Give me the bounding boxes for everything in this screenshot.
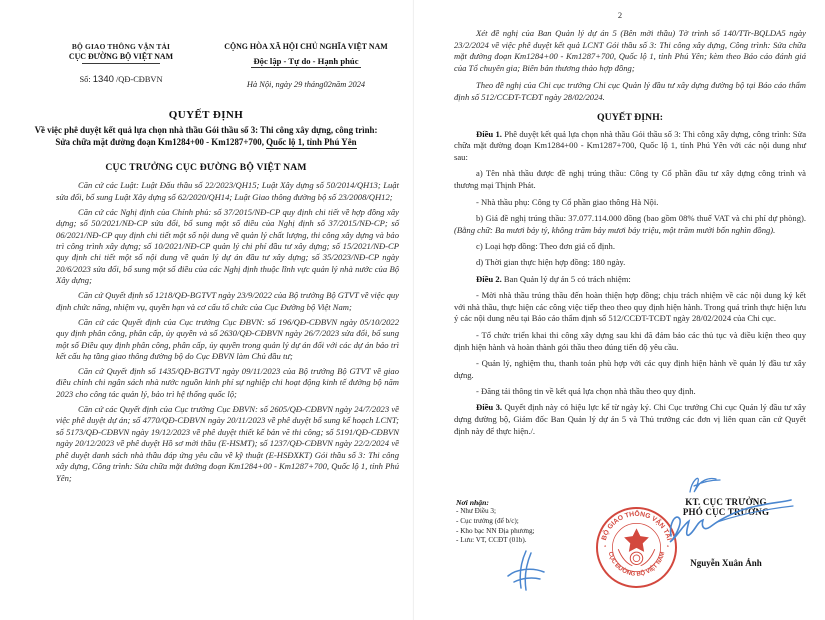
- seal-left-star: [604, 545, 606, 547]
- article-1-item-b-words: (Bằng chữ: Ba mươi bảy tỷ, không trăm bảy mươi bảy triệu, một trăm mười bốn nghìn đồng).: [454, 224, 776, 235]
- org-underline: [82, 63, 160, 64]
- article-2-item: - Quản lý, nghiệm thu, thanh toán phù hợp với các quy định hiện hành về quản lý đầu tư xây dựng.: [454, 357, 806, 380]
- page2-body: [454, 28, 806, 438]
- recital-paragraph: Căn cứ các Quyết định của Cục trưởng Cục ĐBVN: số 196/QĐ-CĐBVN ngày 05/10/2022 quy định phân công, phân cấp, ủy quyền và số 2630/QĐ-CĐBVN ngày 26/7/2023 sửa đổi, bổ sung một số Điều quy định phân công, phân cấp, ủy quyền trong quản lý dự án đối với các dự án bảo trì kết cấu hạ tầng giao thông đường bộ do Cục ĐBVN làm Chủ đầu tư;: [56, 316, 399, 362]
- issuing-org-block: [32, 42, 210, 89]
- article-1: [454, 129, 806, 269]
- handwritten-initials: [500, 546, 548, 596]
- article-3-body: Quyết định này có hiệu lực kể từ ngày ký. Chi Cục trưởng Chi cục Quản lý đầu tư xây dựng đường bộ, Giám đốc Ban Quản lý dự án 5 và Thủ trưởng các đơn vị liên quan căn cứ Quyết định này để thực hiện./.: [454, 402, 807, 436]
- recipient-item: - Như Điều 3;: [456, 507, 497, 515]
- article-2-item: - Đăng tải thông tin về kết quả lựa chọn nhà thầu theo quy định.: [476, 385, 696, 396]
- article-1-item-b: [454, 213, 806, 237]
- article-3: [454, 402, 806, 437]
- org-name: CỤC ĐƯỜNG BỘ VIỆT NAM: [68, 52, 174, 61]
- handwritten-signature: [657, 496, 797, 550]
- national-motto: Độc lập - Tự do - Hạnh phúc: [253, 56, 359, 66]
- recipient-item: - Kho bạc NN Địa phương;: [456, 526, 535, 535]
- decision-heading: QUYẾT ĐỊNH:: [597, 111, 663, 123]
- article-1-lead: Điều 1.: [476, 128, 502, 139]
- doc-no-value: 1340: [92, 74, 114, 85]
- document-title-underlined-tail: Quốc lộ 1, tỉnh Phú Yên: [266, 136, 357, 147]
- article-1-body: Phê duyệt kết quả lựa chọn nhà thầu Gói thầu số 3: Thi công xây dựng, công trình: Sửa chữa mặt đường đoạn Km1284+00 - Km1287+700, Quốc lộ 1, tỉnh Phú Yên với các nội dung như sau:: [454, 128, 807, 163]
- handwritten-flourish: [682, 470, 724, 498]
- national-motto-block: [210, 42, 402, 89]
- recital-paragraph: Căn cứ các Quyết định của Cục trưởng Cục ĐBVN: số 2605/QĐ-CĐBVN ngày 24/7/2023 về việc phê duyệt dự án; số 4770/QĐ-CĐBVN ngày 20/11/2023 về phê duyệt bổ sung kế hoạch LCNT; số 5173/QĐ-CĐBVN ngày 19/12/2023 về phê duyệt thiết kế bản vẽ thi công; số 5191/QĐ-CĐBVN ngày 20/12/2023 về phê duyệt Hồ sơ mời thầu (E-HSMT); số 1237/QĐ-CĐBVN ngày 22/2/2024 về phê duyệt danh sách nhà thầu đáp ứng yêu cầu về kỹ thuật (E-HSĐXKT) Gói thầu số 3: Thi công xây dựng, Công trình: Sửa chữa mặt đường đoạn Km1284+00 - Km1287+700, Quốc lộ 1, tỉnh Phú Yên;: [56, 403, 399, 483]
- national-title: CỘNG HÒA XÃ HỘI CHỦ NGHĨA VIỆT NAM: [224, 42, 388, 51]
- page-1: [0, 0, 412, 620]
- recipients-label: Nơi nhận:: [456, 498, 489, 507]
- issuer-authority-heading: CỤC TRƯỞNG CỤC ĐƯỜNG BỘ VIỆT NAM: [105, 162, 307, 174]
- recital-paragraph: Căn cứ Quyết định số 1218/QĐ-BGTVT ngày 23/9/2022 của Bộ trưởng Bộ GTVT về việc quy định chức năng, nhiệm vụ, quyền hạn và cơ cấu tổ chức của Cục Đường bộ Việt Nam;: [56, 290, 399, 312]
- article-1-subcontractor: - Nhà thầu phụ: Công ty Cổ phần giao thông Hà Nội.: [476, 196, 659, 207]
- signer-title: PHÓ CỤC TRƯỞNG: [682, 507, 770, 517]
- recipients-block: [456, 498, 596, 546]
- preamble-paragraph: Xét đề nghị của Ban Quản lý dự án 5 (Bên mời thầu) Tờ trình số 140/TTr-BQLDA5 ngày 23/2/2024 về việc phê duyệt kết quả LCNT Gói thầu số 3: Thi công xây dựng, Công trình: Sửa chữa mặt đường đoạn Km1284+00 - Km1287+700, Quốc lộ 1, tỉnh Phú Yên; kèm theo Báo cáo đánh giá của Tổ chuyên gia; Biên bản thương thảo hợp đồng;: [454, 28, 806, 73]
- signer-kt-line: KT. CỤC TRƯỞNG: [685, 497, 767, 507]
- seal-bottom-text: CỤC ĐƯỜNG BỘ VIỆT NAM: [606, 551, 667, 578]
- article-3-opening: [454, 402, 806, 437]
- document-title-text: Về việc phê duyệt kết quả lựa chọn nhà thầu Gói thầu số 3: Thi công xây dựng, công trình: Sửa chữa mặt đường đoạn Km1284+00 - Km1287+700,: [34, 125, 378, 147]
- article-3-lead: Điều 3.: [476, 402, 503, 413]
- document-title: [33, 125, 379, 148]
- page-number: 2: [617, 10, 623, 20]
- doc-no-label: Số:: [79, 75, 91, 84]
- article-1-item-b-main: b) Giá đề nghị trúng thầu: 37.077.114.000 đồng (bao gồm 08% thuế VAT và chi phí dự phòng).: [476, 212, 806, 223]
- preamble: [454, 28, 806, 104]
- article-2-body: Ban Quản lý dự án 5 có trách nhiệm:: [501, 273, 631, 284]
- article-1-item-c: c) Loại hợp đồng: Theo đơn giá cố định.: [476, 240, 616, 251]
- article-2-item: - Tổ chức triển khai thi công xây dựng sau khi đã đảm bảo các thủ tục và điều kiện theo quy định hiện hành và hoàn thành gói thầu theo đúng tiến độ yêu cầu.: [454, 329, 806, 352]
- recital-paragraph: Căn cứ các Nghị định của Chính phủ: số 37/2015/NĐ-CP quy định chi tiết về hợp đồng xây dựng; số 50/2021/NĐ-CP sửa đổi, bổ sung một số điều của Nghị định số 37/2015/NĐ-CP; số 06/2021/NĐ-CP quy định chi tiết một số nội dung về quản lý chất lượng, thi công xây dựng và bảo trì công trình xây dựng; số 10/2021/NĐ-CP quản lý chi phí đầu tư xây dựng; số 15/2021/NĐ-CP quy định chi tiết một số nội dung về quản lý dự án đầu tư xây dựng; số 35/2023/NĐ-CP ngày 20/6/2023 sửa đổi, bổ sung một số điều của các Nghị định thuộc lĩnh vực quản lý nhà nước của Bộ Xây dựng;: [56, 206, 399, 286]
- article-2: [454, 274, 806, 398]
- seal-star-emblem: [624, 528, 649, 551]
- signer-name: Nguyễn Xuân Ảnh: [690, 558, 762, 568]
- place-date-line: Hà Nội, ngày 29 tháng02năm 2024: [246, 80, 366, 89]
- recital-paragraph: Căn cứ Quyết định số 1435/QĐ-BGTVT ngày 09/11/2023 của Bộ trưởng Bộ GTVT về giao điều chỉnh chi ngân sách nhà nước nguồn kinh phí sự nghiệp chi hoạt động kinh tế đường bộ năm 2023 cho công tác quản lý, bảo trì hệ thống quốc lộ;: [56, 365, 399, 399]
- preamble-paragraph: Theo đề nghị của Chi cục trưởng Chi cục Quản lý đầu tư xây dựng đường bộ tại Báo cáo thẩm định số 512/CCĐT-TCĐT ngày 28/02/2024.: [454, 80, 806, 102]
- doc-no-suffix: /QĐ-CĐBVN: [115, 75, 163, 84]
- recital-paragraph: Căn cứ các Luật: Luật Đấu thầu số 22/2023/QH15; Luật Xây dựng số 50/2014/QH13; Luật sửa đổi, bổ sung Luật Xây dựng số 62/2020/QH14; Luật Giao thông đường bộ số 23/2008/QH12;: [56, 180, 399, 202]
- article-1-opening: [454, 129, 806, 164]
- seal-top-text: BỘ GIAO THÔNG VẬN TẢI: [600, 510, 673, 542]
- document-type-heading: QUYẾT ĐỊNH: [168, 109, 244, 121]
- article-1-item-a: a) Tên nhà thầu được đề nghị trúng thầu: Công ty Cổ phần đầu tư xây dựng công trình và thương mại Thịnh Phát.: [454, 168, 806, 191]
- page-2: [413, 0, 825, 620]
- article-2-item: - Mời nhà thầu trúng thầu đến hoàn thiện hợp đồng; chịu trách nhiệm về các nội dung ký kết với nhà thầu, thực hiện các công việc tiếp theo theo quy định hiện hành. Trong quá trình thực hiện lưu ý các nội dung nêu tại Báo cáo thẩm định số 512/CCĐT-TCĐT ngày 28/02/2024 của Chi cục.: [454, 289, 806, 324]
- recipient-item: - Cục trưởng (để b/c);: [456, 516, 519, 525]
- legal-recitals: [56, 180, 399, 484]
- article-2-lead: Điều 2.: [476, 273, 502, 284]
- article-2-opening: [454, 274, 806, 286]
- parent-org-name: BỘ GIAO THÔNG VẬN TẢI: [71, 42, 171, 51]
- page1-header: [0, 42, 412, 89]
- recipient-item: - Lưu: VT, CCĐT (01b).: [456, 536, 527, 545]
- article-1-item-d: d) Thời gian thực hiện hợp đồng: 180 ngày.: [476, 257, 626, 268]
- document-number: [32, 74, 210, 85]
